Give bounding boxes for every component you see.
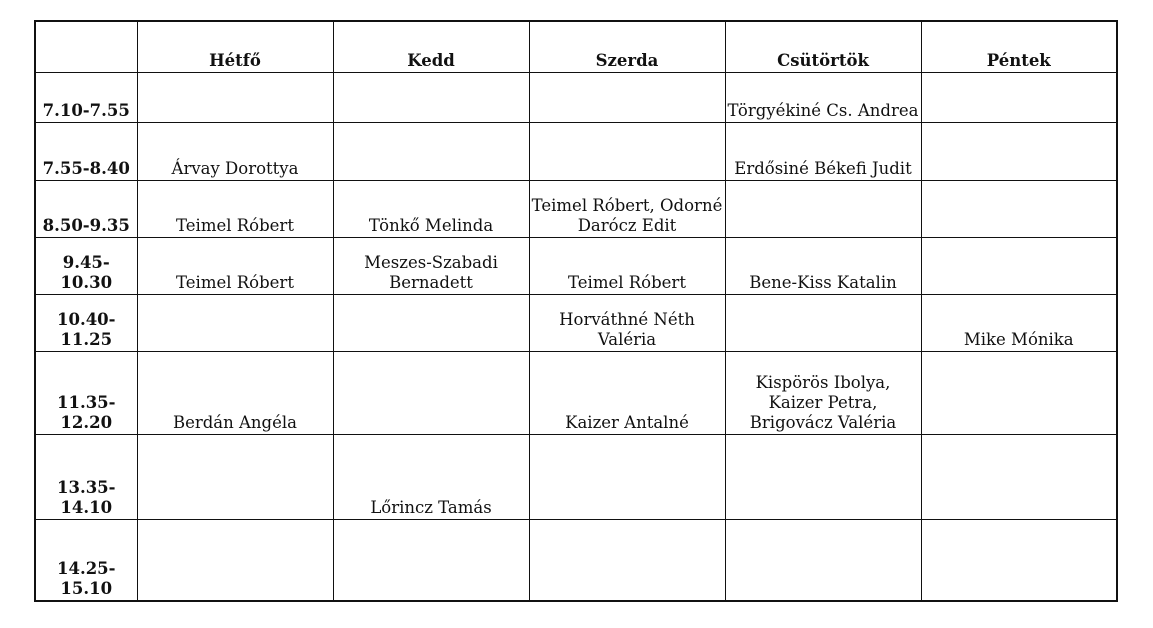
timetable — [34, 20, 1118, 602]
time-slot: 7.10-7.55 — [35, 72, 137, 122]
day-header-monday: Hétfő — [137, 21, 333, 72]
table-cell — [529, 122, 725, 180]
table-row — [35, 72, 1117, 122]
day-header-tuesday: Kedd — [333, 21, 529, 72]
table-cell: Berdán Angéla — [137, 351, 333, 434]
table-cell: Teimel Róbert — [137, 180, 333, 237]
table-cell: Kaizer Antalné — [529, 351, 725, 434]
table-cell — [529, 72, 725, 122]
day-header-friday: Péntek — [921, 21, 1117, 72]
table-cell — [725, 434, 921, 519]
table-cell — [921, 237, 1117, 294]
table-cell — [921, 434, 1117, 519]
day-header-wednesday: Szerda — [529, 21, 725, 72]
table-cell — [529, 519, 725, 601]
time-slot: 14.25-15.10 — [35, 519, 137, 601]
table-cell — [725, 180, 921, 237]
table-cell — [529, 434, 725, 519]
time-slot: 8.50-9.35 — [35, 180, 137, 237]
header-row — [35, 21, 1117, 72]
table-cell — [921, 122, 1117, 180]
table-cell — [333, 72, 529, 122]
table-cell: Teimel Róbert — [137, 237, 333, 294]
time-slot: 11.35-12.20 — [35, 351, 137, 434]
table-cell: Lőrincz Tamás — [333, 434, 529, 519]
table-row — [35, 180, 1117, 237]
table-cell — [137, 72, 333, 122]
table-cell — [921, 519, 1117, 601]
table-row — [35, 237, 1117, 294]
table-row — [35, 294, 1117, 351]
corner-cell — [35, 21, 137, 72]
table-cell — [137, 294, 333, 351]
table-row — [35, 351, 1117, 434]
table-cell — [921, 72, 1117, 122]
table-cell: Árvay Dorottya — [137, 122, 333, 180]
table-cell: Meszes-Szabadi Bernadett — [333, 237, 529, 294]
table-cell — [137, 519, 333, 601]
table-row — [35, 434, 1117, 519]
table-cell — [725, 519, 921, 601]
table-cell: Teimel Róbert, Odorné Darócz Edit — [529, 180, 725, 237]
time-slot: 9.45-10.30 — [35, 237, 137, 294]
table-cell — [921, 351, 1117, 434]
table-cell — [137, 434, 333, 519]
table-row — [35, 519, 1117, 601]
table-cell — [725, 294, 921, 351]
table-cell: Teimel Róbert — [529, 237, 725, 294]
time-slot: 13.35-14.10 — [35, 434, 137, 519]
table-cell: Horváthné Néth Valéria — [529, 294, 725, 351]
table-cell — [333, 122, 529, 180]
table-cell — [333, 294, 529, 351]
table-cell — [333, 351, 529, 434]
table-row — [35, 122, 1117, 180]
table-cell: Törgyékiné Cs. Andrea — [725, 72, 921, 122]
time-slot: 10.40-11.25 — [35, 294, 137, 351]
day-header-thursday: Csütörtök — [725, 21, 921, 72]
time-slot: 7.55-8.40 — [35, 122, 137, 180]
table-cell: Erdősiné Békefi Judit — [725, 122, 921, 180]
table-cell: Bene-Kiss Katalin — [725, 237, 921, 294]
table-cell — [921, 180, 1117, 237]
table-cell — [333, 519, 529, 601]
table-cell: Mike Mónika — [921, 294, 1117, 351]
table-cell: Kispörös Ibolya, Kaizer Petra, Brigovácz Valéria — [725, 351, 921, 434]
table-cell: Tönkő Melinda — [333, 180, 529, 237]
